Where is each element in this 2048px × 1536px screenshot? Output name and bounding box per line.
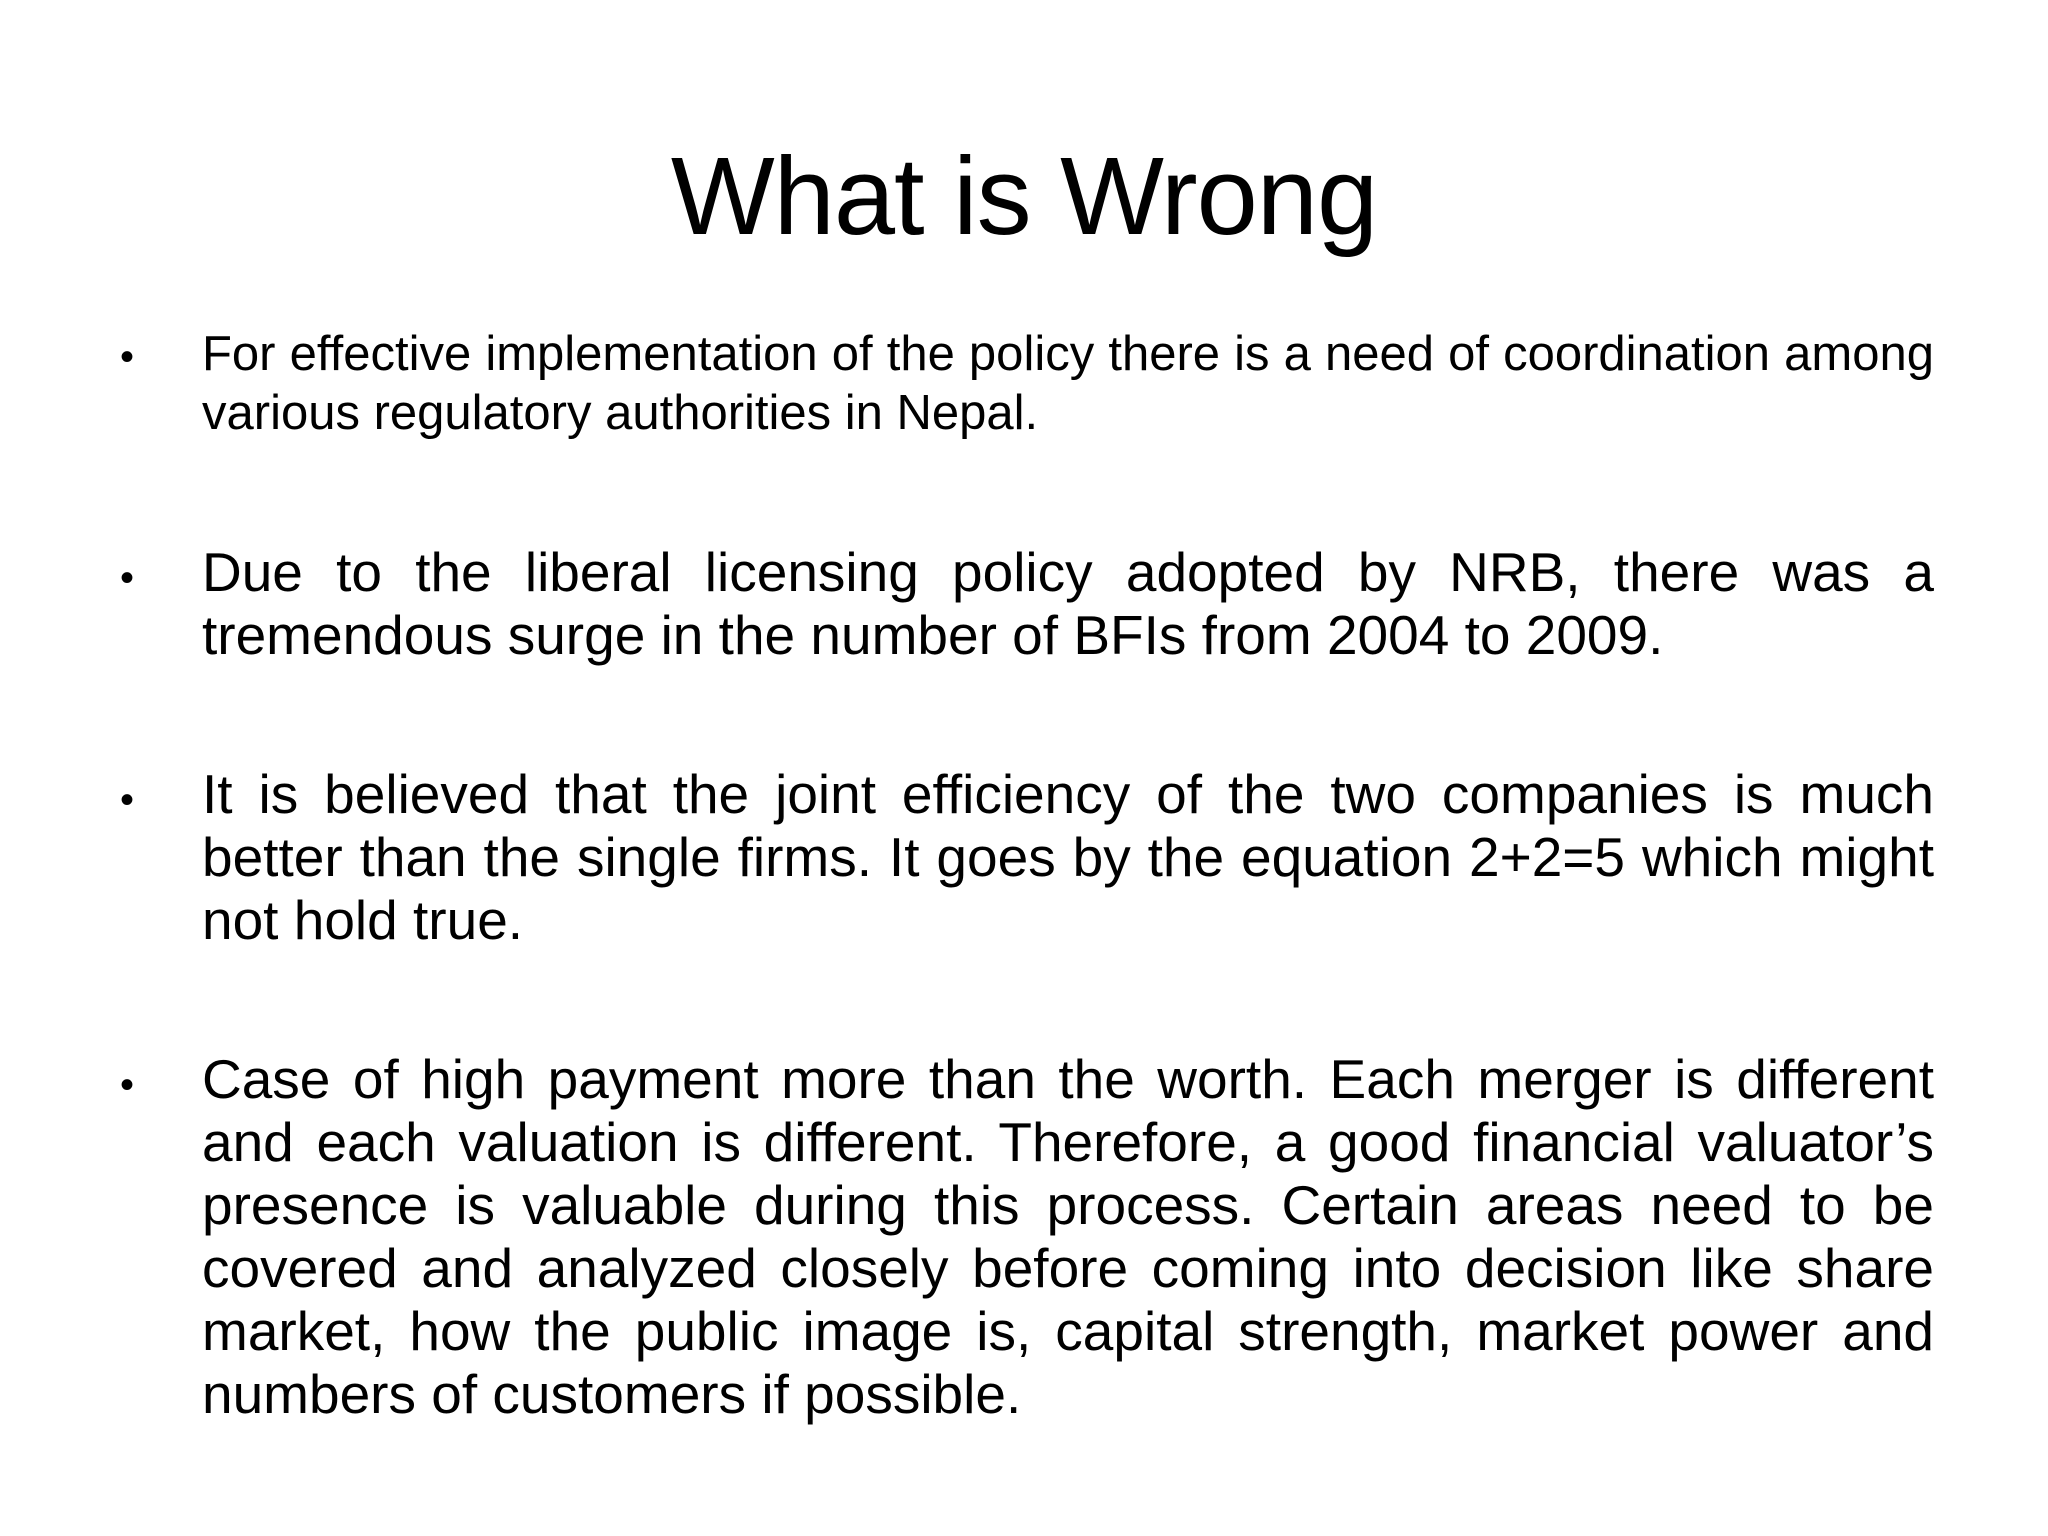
bullet-item xyxy=(120,541,1934,667)
bullet-item xyxy=(120,1048,1934,1426)
bullet-text: Due to the liberal licensing policy adopted by NRB, there was a tremendous surge in the number of BFIs from 2004 to 2009. xyxy=(202,541,1934,666)
bullet-text: Case of high payment more than the worth. Each merger is different and each valuation is different. Therefore, a good financial valuator’s presence is valuable during this process. Certain areas need to be covered and analyzed closely before coming into decision like share market, how the public image is, capital strength, market power and numbers of customers if possible. xyxy=(202,1048,1934,1425)
bullet-icon: • xyxy=(120,1063,135,1107)
bullet-list xyxy=(120,325,1934,1426)
bullet-text: For effective implementation of the policy there is a need of coordination among various regulatory authorities in Nepal. xyxy=(202,327,1934,440)
bullet-item xyxy=(120,763,1934,952)
bullet-icon: • xyxy=(120,556,135,600)
bullet-item xyxy=(120,325,1934,443)
bullet-icon: • xyxy=(120,335,135,379)
bullet-text: It is believed that the joint efficiency of the two companies is much better than the single firms. It goes by the equation 2+2=5 which might not hold true. xyxy=(202,763,1934,951)
bullet-icon: • xyxy=(120,778,135,822)
slide-title: What is Wrong xyxy=(670,135,1378,258)
